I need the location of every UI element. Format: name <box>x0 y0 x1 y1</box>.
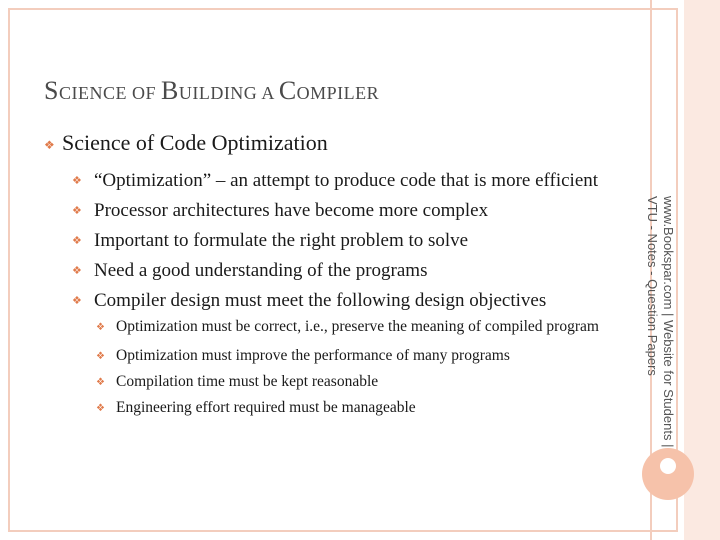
title-part: B <box>160 76 179 105</box>
side-line-1: www.Bookspar.com | Website for Students | <box>661 196 676 448</box>
side-watermark-text <box>644 196 676 447</box>
title-part: CIENCE OF <box>58 83 161 103</box>
list-item <box>72 256 672 286</box>
title-part: UILDING A <box>178 83 279 103</box>
title-part: C <box>278 76 297 105</box>
bullet-icon: ❖ <box>72 295 82 308</box>
bullet-icon: ❖ <box>72 235 82 248</box>
bullet-icon: ❖ <box>96 322 105 333</box>
list-item-text: Processor architectures have become more complex <box>94 200 489 221</box>
decor-circle-large <box>642 448 694 500</box>
slide-title <box>44 76 379 106</box>
list-item <box>96 343 616 369</box>
level2-list <box>72 166 672 316</box>
list-item-text: Optimization must improve the performance of many programs <box>116 347 510 364</box>
bullet-icon: ❖ <box>72 175 82 188</box>
side-line-2: VTU - Notes - Question Papers <box>645 196 660 376</box>
level3-list <box>96 317 616 421</box>
list-item-text: Engineering effort required must be manageable <box>116 399 416 416</box>
bullet-icon: ❖ <box>72 205 82 218</box>
decor-circle-small <box>660 458 676 474</box>
list-item <box>96 395 616 421</box>
heading-bullet-item <box>44 130 328 156</box>
list-item <box>72 286 672 316</box>
bullet-icon: ❖ <box>44 137 55 152</box>
title-part: OMPILER <box>296 83 380 103</box>
heading-text: Science of Code Optimization <box>62 130 328 155</box>
title-part: S <box>44 76 59 105</box>
bullet-icon: ❖ <box>72 265 82 278</box>
list-item-text: Need a good understanding of the programs <box>94 260 428 281</box>
list-item <box>96 369 616 395</box>
list-item <box>72 166 672 196</box>
list-item <box>72 196 672 226</box>
bullet-icon: ❖ <box>96 351 105 362</box>
list-item-text: Optimization must be correct, i.e., preserve the meaning of compiled program <box>116 318 599 335</box>
list-item-text: Compiler design must meet the following design objectives <box>94 290 547 311</box>
bullet-icon: ❖ <box>96 403 105 414</box>
list-item-text: Important to formulate the right problem to solve <box>94 230 469 251</box>
list-item-text: “Optimization” – an attempt to produce code that is more efficient <box>94 170 599 191</box>
bullet-icon: ❖ <box>96 377 105 388</box>
list-item-text: Compilation time must be kept reasonable <box>116 373 379 390</box>
list-item <box>96 317 616 337</box>
list-item <box>72 226 672 256</box>
